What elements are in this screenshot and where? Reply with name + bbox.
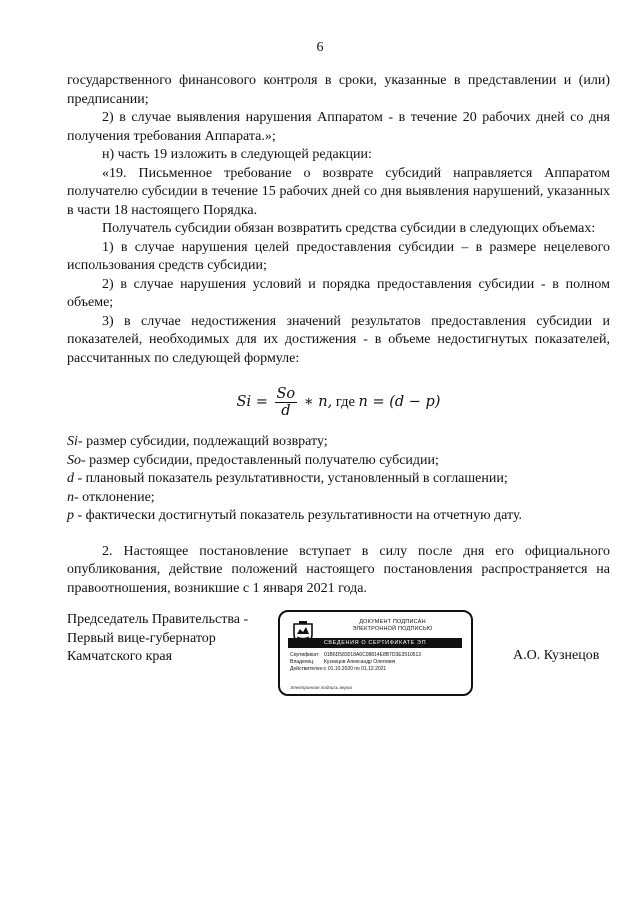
paragraph-3: н) часть 19 изложить в следующей редакции: [102,147,372,162]
legend-text: - фактически достигнутый показатель результативности на отчетную дату. [74,508,523,523]
legend-text: плановый показатель результативности, установленный в соглашении; [82,471,508,486]
formula-n-definition: n = (d − p) [358,393,441,410]
legend-item-d [67,470,610,489]
stamp-row-key: Действителен: [290,666,324,672]
stamp-header-line-1: ДОКУМЕНТ ПОДПИСАН [359,619,426,625]
legend-symbol: Si- [67,434,83,449]
legend-item-si [67,433,610,452]
paragraph-7: 2) в случае нарушения условий и порядка предоставления субсидии - в полном объеме; [67,276,610,310]
stamp-footer: Электронная подпись верна [290,685,352,690]
legend-symbol: n- [67,489,79,505]
formula-lhs: Si = [236,393,268,410]
stamp-row-certificate [290,652,465,659]
stamp-row-key: Владелец: [290,659,315,665]
legend-text: размер субсидии, подлежащий возврату; [82,434,328,449]
electronic-signature-stamp [278,610,473,696]
stamp-row-owner [290,659,465,666]
formula-denominator: d [281,403,291,419]
stamp-row-key: Сертификат: [290,652,320,658]
legend-item-so [67,452,610,471]
paragraph-8: 3) в случае недостижения значений результатов предоставления субсидии и показателей, необходимых для их достижения - в объеме недостигнутых показателей, рассчитанных по следующей формуле: [67,313,610,366]
document-body [67,72,610,598]
signer-title-line-3: Камчатского края [67,649,173,664]
stamp-certificate-bar: СВЕДЕНИЯ О СЕРТИФИКАТЕ ЭП [288,638,462,648]
formula-fraction [275,386,298,419]
signer-name: А.О. Кузнецов [513,648,600,663]
stamp-row-value: с 01.10.2020 по 01.12.2021 [324,666,387,672]
paragraph-6: 1) в случае нарушения целей предоставления субсидии – в размере нецелевого использования средств субсидии; [67,239,610,273]
stamp-row-value: 01B6D583018A6C08814E8B7D3E3510513 [324,652,422,658]
paragraph-5: Получатель субсидии обязан возвратить средства субсидии в следующих объемах: [102,221,596,236]
legend-symbol: So- [67,452,86,468]
formula-multiplier: ∗ n, [303,393,333,410]
signer-title [67,611,248,667]
legend-text: отклонение; [78,489,155,505]
paragraph-1: государственного финансового контроля в сроки, указанные в представлении и (или) предписании; [67,73,610,107]
legend-text: размер субсидии, предоставленный получателю субсидии; [85,452,439,468]
final-paragraph: 2. Настоящее постановление вступает в силу после дня его официального опубликования, действие положений настоящего постановления распространяется на правоотношения, возникшие с 1 января 2021 года. [67,543,610,596]
subsidy-formula [67,386,610,419]
formula-numerator: So [276,386,296,402]
signer-title-line-2: Первый вице-губернатор [67,630,216,646]
stamp-row-value: Кузнецов Александр Олегович [324,659,396,665]
stamp-header-line-2: ЭЛЕКТРОННОЙ ПОДПИСЬЮ [352,626,433,632]
legend-item-p [67,507,610,526]
paragraph-2: 2) в случае выявления нарушения Аппаратом - в течение 20 рабочих дней со дня получения требования Аппарата.»; [67,110,610,144]
stamp-row-validity [290,666,465,673]
formula-legend [67,433,610,526]
stamp-certificate-details [290,652,465,673]
formula-where: где [335,393,355,410]
signer-title-line-1: Председатель Правительства - [67,612,249,627]
legend-item-n [67,489,610,508]
legend-symbol: d - [67,471,83,486]
legend-symbol: p [67,508,74,523]
page-number: 6 [316,40,324,55]
stamp-header [320,619,465,633]
paragraph-4: «19. Письменное требование о возврате субсидий направляется Аппаратом получателю субсидии в течение 15 рабочих дней со дня выявления нарушений, указанных в части 18 настоящего Порядка. [67,165,610,218]
